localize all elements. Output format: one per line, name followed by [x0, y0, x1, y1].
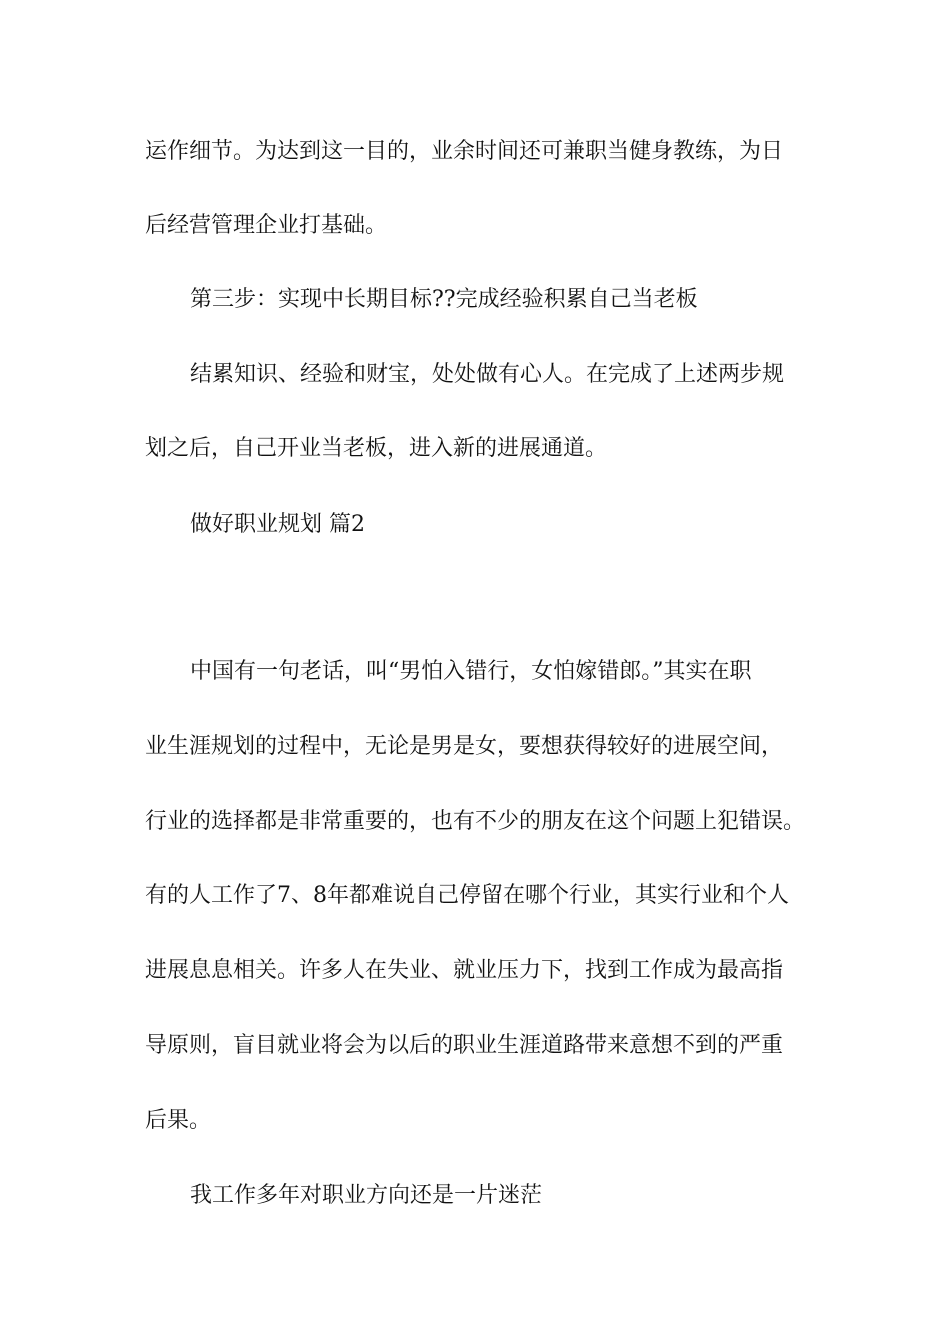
paragraph-line: 运作细节。为达到这一目的，业余时间还可兼职当健身教练，为日 — [145, 139, 784, 164]
section-heading: 第三步：实现中长期目标??完成经验积累自己当老板 — [190, 287, 698, 312]
paragraph-line: 划之后，自己开业当老板，进入新的进展通道。 — [145, 436, 608, 461]
section-heading: 我工作多年对职业方向还是一片迷茫 — [190, 1183, 543, 1208]
paragraph-line: 有的人工作了7、8年都难说自己停留在哪个行业，其实行业和个人 — [145, 883, 789, 908]
paragraph-line: 中国有一句老话，叫“男怕入错行，女怕嫁错郎。”其实在职 — [190, 659, 752, 684]
paragraph-line: 后果。 — [145, 1108, 212, 1133]
paragraph-line: 行业的选择都是非常重要的，也有不少的朋友在这个问题上犯错误。 — [145, 809, 806, 834]
paragraph-line: 后经营管理企业打基础。 — [145, 213, 388, 238]
paragraph-line: 进展息息相关。许多人在失业、就业压力下，找到工作成为最高指 — [145, 958, 784, 983]
paragraph-line: 导原则，盲目就业将会为以后的职业生涯道路带来意想不到的严重 — [145, 1033, 784, 1058]
paragraph-line: 业生涯规划的过程中，无论是男是女，要想获得较好的进展空间， — [145, 734, 784, 759]
paragraph-line: 结累知识、经验和财宝，处处做有心人。在完成了上述两步规 — [190, 362, 785, 387]
chapter-title: 做好职业规划 篇2 — [190, 512, 365, 537]
